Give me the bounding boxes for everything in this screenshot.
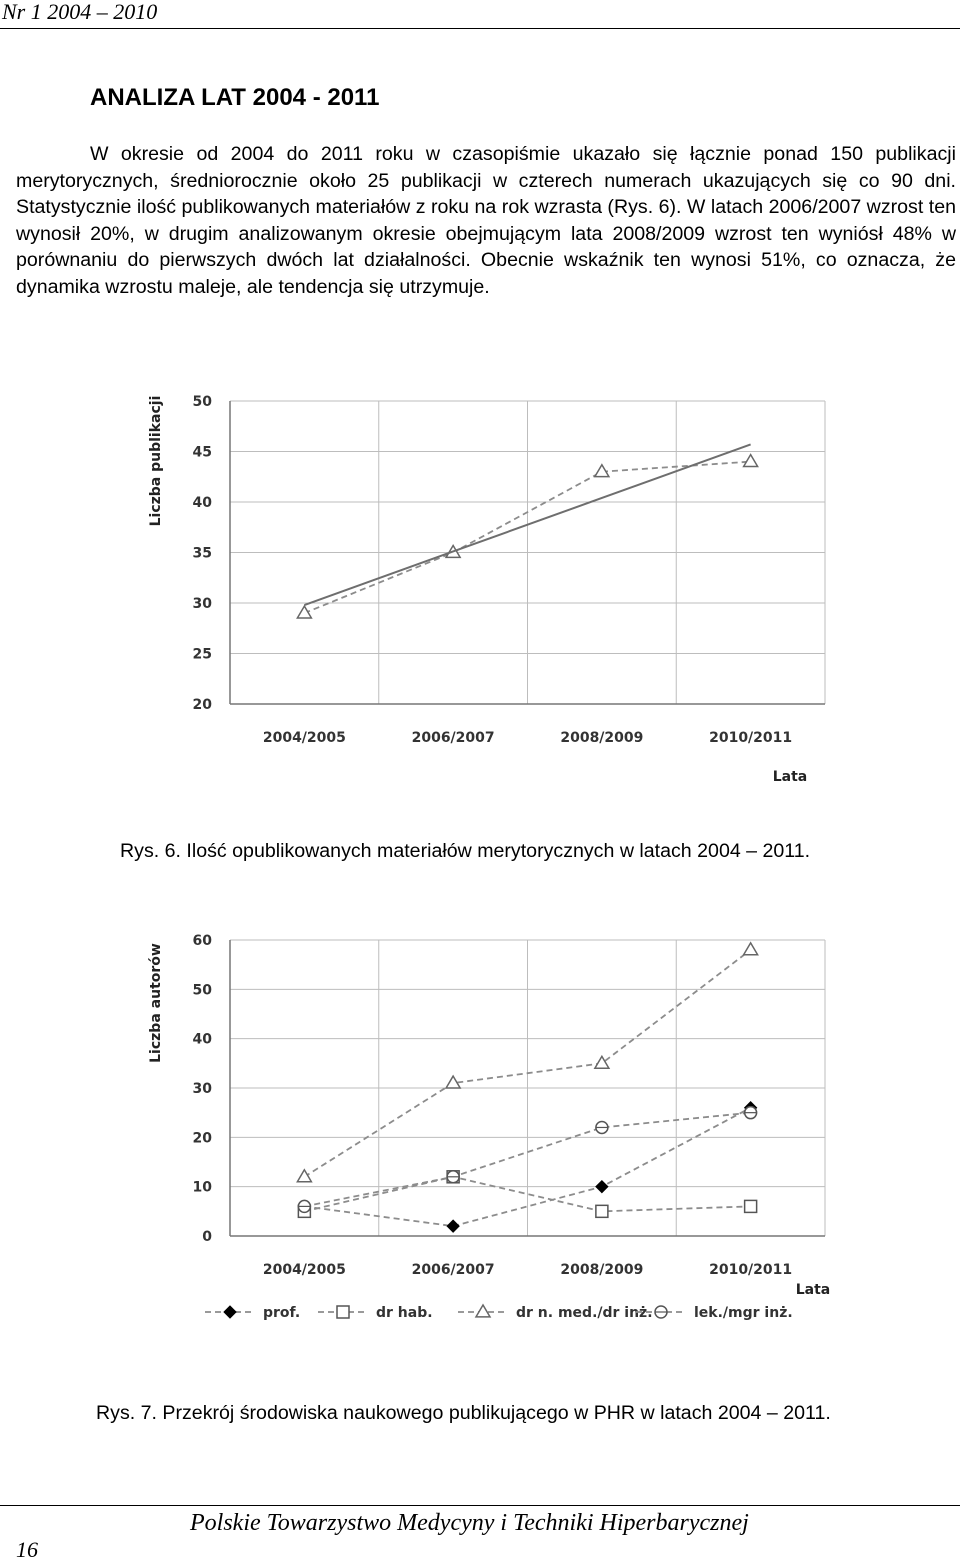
x-tick-label: 2006/2007 [411, 1262, 495, 1278]
running-header [0, 0, 960, 29]
series-0-diamond-marker [596, 1181, 608, 1193]
y-tick-label: 60 [192, 933, 212, 949]
footer-rule [0, 1505, 960, 1506]
y-tick-label: 35 [192, 545, 212, 562]
y-tick-label: 40 [192, 495, 212, 511]
y-axis-title: Liczba autorów [148, 943, 164, 1063]
x-tick-label: 2008/2009 [560, 1262, 644, 1278]
figure-6-chart [0, 380, 960, 800]
y-tick-label: 50 [192, 394, 212, 410]
y-tick-label: 20 [192, 697, 212, 713]
legend-label: lek./mgr inż. [694, 1305, 793, 1321]
x-tick-label: 2008/2009 [560, 730, 644, 746]
x-tick-label: 2004/2005 [262, 730, 346, 746]
y-tick-label: 25 [192, 646, 212, 663]
legend-label: dr hab. [376, 1305, 433, 1321]
series-1-square-marker [745, 1200, 757, 1212]
x-tick-label: 2010/2011 [709, 1262, 793, 1278]
body-paragraph-text: W okresie od 2004 do 2011 roku w czasopiśmie ukazało się łącznie ponad 150 publikacji merytorycznych, średniorocznie około 25 publikacji w czterech numerach ukazujących się co 90 dni. Statystycznie ilość publikowanych materiałów z roku na rok wzrasta (Rys. 6). W latach 2006/2007 wzrost ten wynosił 20%, w drugim analizowanym okresie obejmującym lata 2008/2009 wzrost ten wyniósł 48% w porównaniu do pierwszych dwóch lat działalności. Obecnie wskaźnik ten wynosi 51%, co oznacza, że dynamika wzrostu maleje, ale tendencja się utrzymuje. [16, 143, 956, 298]
authors-chart-svg [0, 920, 960, 1330]
x-axis-title: Lata [795, 1282, 831, 1298]
x-tick-label: 2010/2011 [709, 730, 793, 746]
y-tick-label: 30 [192, 596, 212, 612]
y-tick-label: 20 [192, 1130, 212, 1147]
y-tick-label: 30 [192, 1081, 212, 1097]
series-1-square-marker [596, 1205, 608, 1217]
legend-diamond-marker [224, 1306, 236, 1318]
y-tick-label: 10 [192, 1179, 212, 1196]
series-0-triangle-marker [744, 455, 758, 467]
series-2-triangle-marker [297, 1170, 311, 1182]
series-0-diamond-marker [447, 1220, 459, 1232]
running-head-text: Nr 1 2004 – 2010 [2, 0, 158, 24]
legend-square-marker [337, 1306, 349, 1318]
series-2-triangle-marker [744, 943, 758, 955]
series-2-triangle-marker [595, 1056, 609, 1068]
y-tick-label: 0 [202, 1229, 212, 1245]
x-axis-title: Lata [772, 769, 808, 785]
legend-label: prof. [263, 1305, 301, 1321]
y-axis-title: Liczba publikacji [148, 395, 164, 527]
section-title: ANALIZA LAT 2004 - 2011 [90, 84, 380, 111]
figure-6-caption: Rys. 6. Ilość opublikowanych materiałów merytorycznych w latach 2004 – 2011. [120, 840, 811, 862]
body-paragraph [16, 141, 956, 300]
figure-7-chart [0, 920, 960, 1330]
y-tick-label: 40 [192, 1031, 212, 1048]
publications-chart-svg [0, 380, 960, 800]
legend-label: dr n. med./dr inż. [516, 1305, 653, 1321]
figure-7-caption: Rys. 7. Przekrój środowiska naukowego publikującego w PHR w latach 2004 – 2011. [96, 1402, 831, 1424]
y-tick-label: 50 [192, 982, 212, 999]
legend-triangle-marker [476, 1305, 490, 1317]
page-number: 16 [16, 1537, 38, 1562]
x-tick-label: 2006/2007 [411, 730, 495, 746]
footer-society: Polskie Towarzystwo Medycyny i Techniki Hiperbarycznej [190, 1510, 749, 1536]
y-tick-label: 45 [192, 444, 212, 461]
x-tick-label: 2004/2005 [262, 1262, 346, 1278]
